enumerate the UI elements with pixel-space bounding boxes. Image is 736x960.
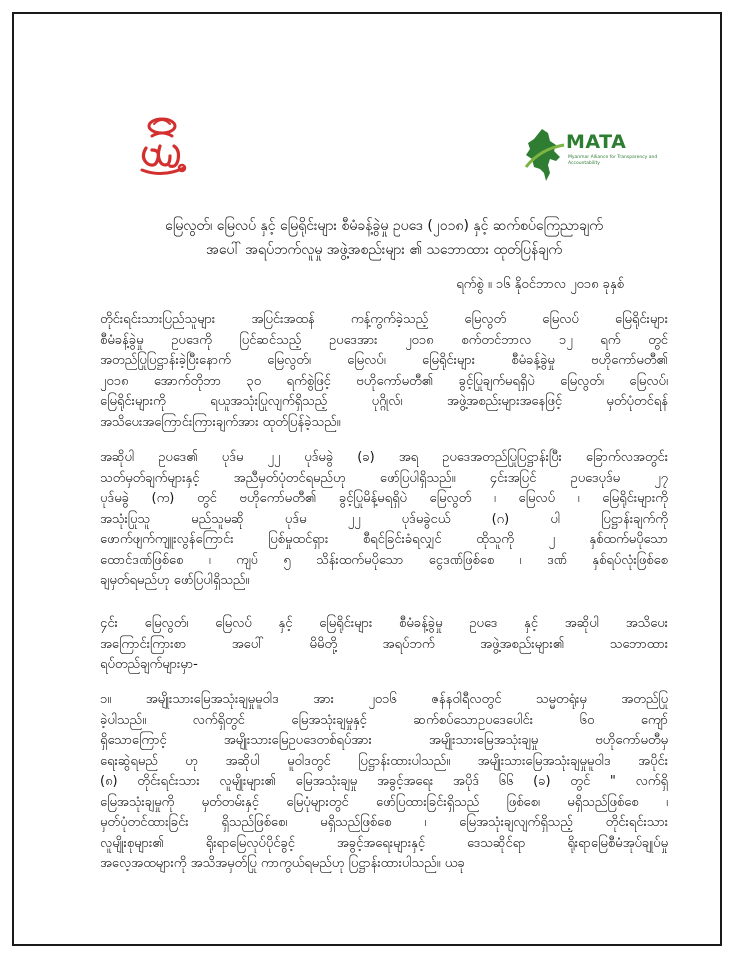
paragraph-line: အလေ့အထများကို အသိအမှတ်ပြု ကာကွယ်ရမည်ဟု ပြဋ္ဌာန်းထားပါသည်။ ယခု (100, 856, 465, 871)
paragraph-line: ထောင်ဒဏ်ဖြစ်စေ ၊ ကျပ် ၅ သိန်းထက်မပိုသော ငွေဒဏ်ဖြစ်စေ ၊ ဒဏ် နှစ်ရပ်လုံးဖြစ်စေ (100, 552, 668, 568)
document-date: ရက်စွဲ ။ ၁၆ နိုဝင်ဘာလ ၂၀၁၈ ခုနှစ် (456, 277, 624, 292)
title-line: အပေါ် အရပ်ဘက်လူမှု အဖွဲ့အစည်းများ ၏ သဘောထား ထုတ်ပြန်ချက် (205, 242, 563, 258)
paragraph-2 (100, 448, 668, 592)
myanmar-map-icon (522, 127, 566, 183)
document-page (12, 12, 722, 946)
title-line: မြေလွတ်၊ မြေလပ် နှင့် မြေရိုင်းများ စီမံခန့်ခွဲမှု ဥပဒေ (၂၀၁၈) နှင့် ဆက်စပ်ကြေညာချက် (165, 218, 603, 234)
left-logo (132, 114, 192, 184)
mata-logo-name: MATA (566, 131, 627, 153)
paragraph-line: ဖောက်ဖျက်ကျူးလွန်ကြောင်း ပြစ်မှုထင်ရှား စီရင်ခြင်းခံရလျှင် ထိုသူကို ၂ နှစ်ထက်မပိုသော (100, 532, 668, 547)
paragraph-line: (၈) တိုင်းရင်းသား လူမျိုးများ၏ မြေအသုံးချမှု အခွင့်အရေး အပိုဒ် ၆၆ (ခ) တွင် " လက်ရှိ (100, 774, 668, 789)
paragraph-line: မြေရိုင်းများကို ရယူအသုံးပြုလျက်ရှိသည့် ပုဂ္ဂိုလ်၊ အဖွဲ့အစည်းများအနေဖြင့် မှတ်ပုံတင်ရန် (100, 394, 668, 409)
paragraph-line: ၁။ အမျိုးသားမြေအသုံးချမှုမူဝါဒ အား ၂၀၁၆ ဇန်နဝါရီလတွင် သမ္မတရုံးမှ အတည်ပြု (100, 692, 668, 707)
document-title (114, 214, 654, 262)
paragraph-line: အသုံးပြုသူ မည်သူမဆို ပုဒ်မ ၂၂ ပုဒ်မခွဲငယ် (ဂ) ပါ ပြဋ္ဌာန်းချက်ကို (100, 511, 668, 527)
paragraph-line: မှတ်ပုံတင်ထားခြင်း ရှိသည်ဖြစ်စေ၊ မရှိသည်ဖြစ်စေ ၊ မြေအသုံးချလျက်ရှိသည့် တိုင်းရင်းသား (100, 815, 668, 830)
paragraph-3 (100, 614, 668, 676)
paragraph-line: ရှိသောကြောင့် အမျိုးသားမြေဥပဒေတစ်ရပ်အား အမျိုးသားမြေအသုံးချမှု ဗဟိုကော်မတီမှ (100, 733, 668, 748)
red-calligraphy-emblem-icon (132, 114, 192, 184)
paragraph-line: အသိပေးအကြောင်းကြားချက်အား ထုတ်ပြန်ခဲ့သည်။ (100, 414, 341, 430)
paragraph-line: အတည်ပြုပြဋ္ဌာန်းခဲ့ပြီးနောက် မြေလွတ်၊ မြေလပ်၊ မြေရိုင်းများ စီမံခန့်ခွဲမှု ဗဟိုကော်မတီ၏ (100, 353, 668, 368)
paragraph-line: မြေအသုံးချမှုကို မှတ်တမ်းနှင့် မြေပုံများတွင် ဖော်ပြထားခြင်းရှိသည် ဖြစ်စေ၊ မရှိသည်ဖြစ်စေ ၊ (100, 794, 668, 810)
mata-logo (522, 127, 662, 183)
paragraph-line: စီမံခန့်ခွဲမှု ဥပဒေကို ပြင်ဆင်သည့် ဥပဒေအား ၂၀၁၈ စက်တင်ဘာလ ၁၂ ရက် တွင် (100, 332, 668, 348)
paragraph-line: လူမျိုးစုများ၏ ရိုးရာမြေလုပ်ပိုင်ခွင့် အခွင့်အရေးများနှင့် ဒေသဆိုင်ရာ ရိုးရာမြေစီမံအုပ်ချုပ်မှု (100, 835, 668, 851)
paragraph-line: တိုင်းရင်းသားပြည်သူများ အပြင်းအထန် ကန့်ကွက်ခဲ့သည့် မြေလွတ် မြေလပ် မြေရိုင်းများ (100, 312, 668, 327)
paragraph-line: ၂၀၁၈ အောက်တိုဘာ ၃၀ ရက်စွဲဖြင့် ဗဟိုကော်မတီ၏ ခွင့်ပြုချက်မရရှိပဲ မြေလွတ်၊ မြေလပ်၊ (100, 373, 668, 389)
paragraph-line: အဆိုပါ ဥပဒေ၏ ပုဒ်မ ၂၂ ပုဒ်မခွဲ (ခ) အရ ဥပဒေအတည်ပြုပြဋ္ဌာန်းပြီး ခြောက်လအတွင်း (100, 450, 668, 465)
paragraph-line: ရပ်တည်ချက်များမှာ- (100, 657, 198, 672)
paragraph-line: ရေးဆွဲရမည် ဟု အဆိုပါ မူဝါဒတွင် ပြဋ္ဌာန်းထားပါသည်။ အမျိုးသားမြေအသုံးချမှုမူဝါဒ အပိုင်း (100, 753, 668, 769)
paragraph-line: ၄င်း မြေလွတ်၊ မြေလပ် နှင့် မြေရိုင်းများ စီမံခန့်ခွဲမှု ဥပဒေ နှင့် အဆိုပါ အသိပေး (100, 616, 668, 631)
paragraph-4 (100, 690, 668, 875)
paragraph-1 (100, 310, 668, 433)
paragraph-line: ခဲ့ပါသည်။ လက်ရှိတွင် မြေအသုံးချမှုနှင့် ဆက်စပ်သောဥပဒေပေါင်း ၆၀ ကျော် (100, 712, 668, 728)
mata-logo-subtitle: Myanmar Alliance for Transparency and Accountability (568, 155, 658, 166)
paragraph-line: သတ်မှတ်ချက်များနှင့် အညီမှတ်ပုံတင်ရမည်ဟု ဖော်ပြပါရှိသည်။ ၄င်းအပြင် ဥပဒေပုဒ်မ ၂၇ (100, 470, 668, 486)
paragraph-line: ပုဒ်မခွဲ (က) တွင် ဗဟိုကော်မတီ၏ ခွင့်ပြုမိန့်မရရှိပဲ မြေလွတ် ၊ မြေလပ် ၊ မြေရိုင်းများကို (100, 491, 668, 506)
paragraph-line: ချမှတ်ရမည်ဟု ဖော်ပြပါရှိသည်။ (100, 573, 250, 588)
paragraph-line: အကြောင်းကြားစာ အပေါ် မိမိတို့ အရပ်ဘက် အဖွဲ့အစည်းများ၏ သဘောထား (100, 636, 668, 652)
